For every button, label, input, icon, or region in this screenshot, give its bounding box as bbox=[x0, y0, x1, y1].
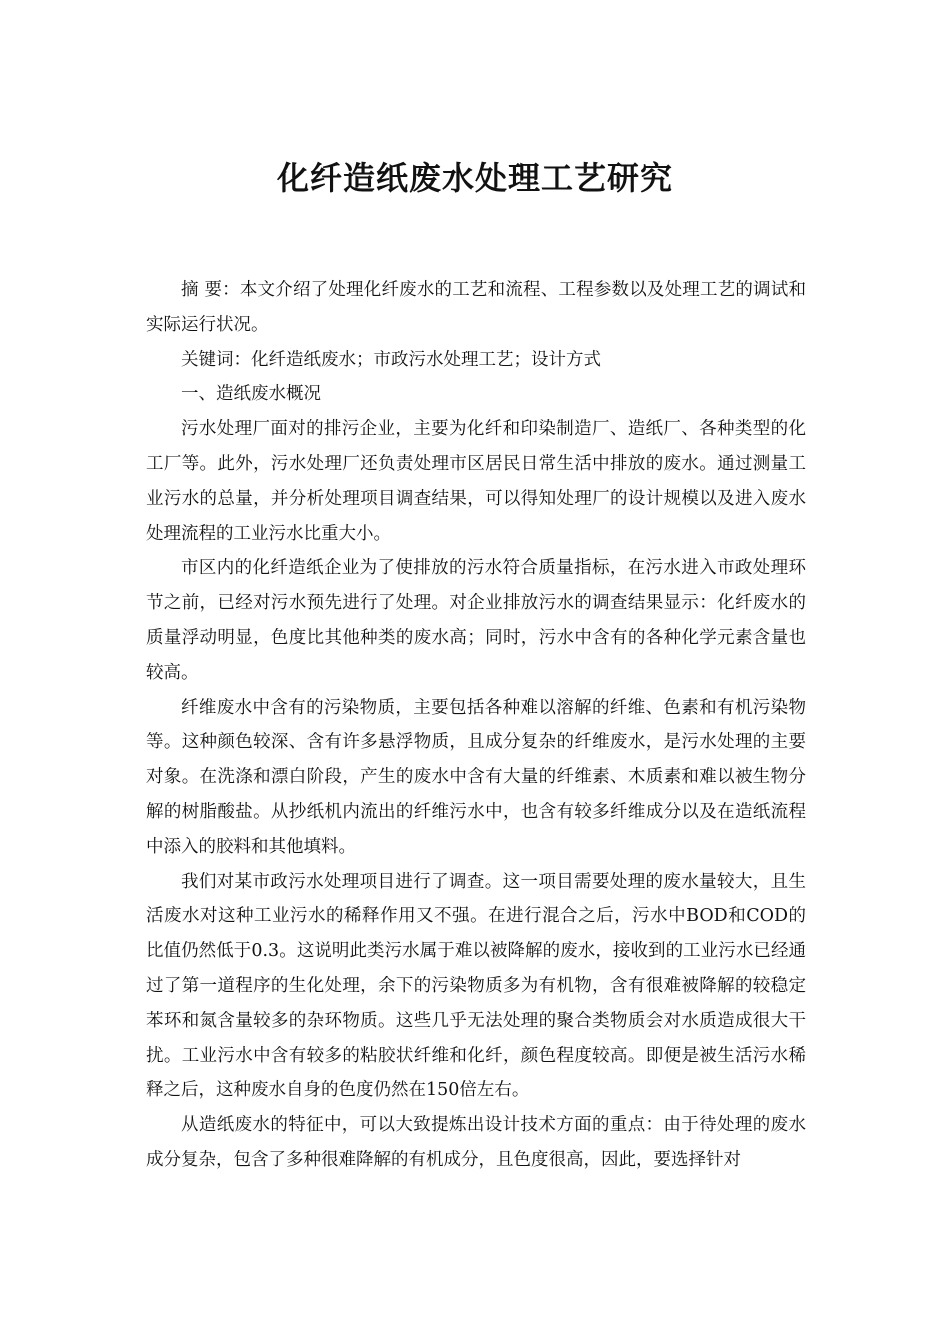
document-body bbox=[146, 273, 806, 1178]
body-paragraph: 市区内的化纤造纸企业为了使排放的污水符合质量指标，在污水进入市政处理环节之前，已经对污水预先进行了处理。对企业排放污水的调查结果显示：化纤废水的质量浮动明显，色度比其他种类的废水高；同时，污水中含有的各种化学元素含量也较高。 bbox=[146, 558, 806, 683]
body-paragraph: 纤维废水中含有的污染物质，主要包括各种难以溶解的纤维、色素和有机污染物等。这种颜色较深、含有许多悬浮物质，且成分复杂的纤维废水，是污水处理的主要对象。在洗涤和漂白阶段，产生的废水中含有大量的纤维素、木质素和难以被生物分解的树脂酸盐。从抄纸机内流出的纤维污水中，也含有较多纤维成分以及在造纸流程中添入的胶料和其他填料。 bbox=[146, 697, 806, 857]
keywords-paragraph: 关键词：化纤造纸废水；市政污水处理工艺；设计方式 bbox=[181, 349, 601, 370]
body-paragraph: 污水处理厂面对的排污企业，主要为化纤和印染制造厂、造纸厂、各种类型的化工厂等。此外，污水处理厂还负责处理市区居民日常生活中排放的废水。通过测量工业污水的总量，并分析处理项目调查结果，可以得知处理厂的设计规模以及进入废水处理流程的工业污水比重大小。 bbox=[146, 419, 806, 544]
body-paragraph: 我们对某市政污水处理项目进行了调查。这一项目需要处理的废水量较大，且生活废水对这种工业污水的稀释作用又不强。在进行混合之后，污水中BOD和COD的比值仍然低于0.3。这说明此类污水属于难以被降解的废水，接收到的工业污水已经通过了第一道程序的生化处理，余下的污染物质多为有机物，含有很难被降解的较稳定苯环和氮含量较多的杂环物质。这些几乎无法处理的聚合类物质会对水质造成很大干扰。工业污水中含有较多的粘胶状纤维和化纤，颜色程度较高。即便是被生活污水稀释之后，这种废水自身的色度仍然在150倍左右。 bbox=[146, 871, 806, 1101]
abstract-paragraph: 摘 要：本文介绍了处理化纤废水的工艺和流程、工程参数以及处理工艺的调试和实际运行状况。 bbox=[146, 280, 806, 335]
document-title: 化纤造纸废水处理工艺研究 bbox=[276, 159, 673, 197]
section-heading: 一、造纸废水概况 bbox=[181, 384, 321, 405]
body-paragraph: 从造纸废水的特征中，可以大致提炼出设计技术方面的重点：由于待处理的废水成分复杂，包含了多种很难降解的有机成分，且色度很高，因此，要选择针对 bbox=[146, 1115, 806, 1170]
